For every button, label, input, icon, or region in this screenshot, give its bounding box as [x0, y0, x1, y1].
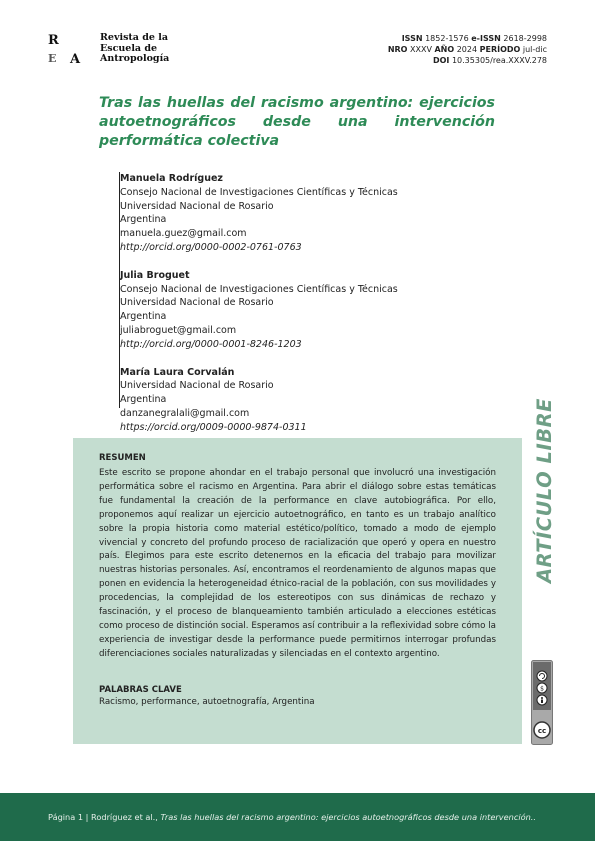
logo-letter-r: R: [48, 33, 59, 48]
issn-line: [388, 33, 547, 44]
footer-citation: [48, 812, 536, 822]
footer-prefix: Página 1 | Rodríguez et al.,: [48, 812, 161, 822]
keywords-heading: PALABRAS CLAVE: [99, 684, 182, 695]
author-block: [120, 172, 398, 255]
author-orcid-link[interactable]: http://orcid.org/0000-0001-8246-1203: [120, 338, 302, 350]
author-list: [120, 172, 398, 449]
journal-name-line: Revista de la: [100, 32, 169, 43]
abstract-box: [73, 438, 522, 744]
nro-value: XXXV: [410, 45, 432, 54]
journal-name: [100, 33, 169, 65]
issn-value: 1852-1576: [425, 34, 469, 43]
eissn-label: e-ISSN: [471, 34, 501, 43]
journal-logo: [48, 33, 188, 69]
page-footer: [0, 793, 595, 841]
author-orcid-link[interactable]: https://orcid.org/0009-0000-9874-0311: [120, 421, 307, 433]
footer-title: Tras las huellas del racismo argentino: ejercicios autoetnográficos desde una intervención..: [160, 812, 537, 822]
issue-line: [388, 44, 547, 55]
abstract-heading: RESUMEN: [99, 453, 146, 463]
author-country: Argentina: [120, 311, 167, 323]
logo-letter-e: E: [48, 52, 57, 65]
cc-by-nc-sa-icon[interactable]: [531, 660, 553, 745]
author-affiliation: Consejo Nacional de Investigaciones Científicas y Técnicas: [120, 283, 398, 295]
abstract-text: Este escrito se propone ahondar en el trabajo personal que involucró una investigación performática sobre el racismo en Argentina. Para abrir el diálogo sobre estas temáticas fue fundamental la creación de la performance en clave autobiográfica. Por ello, proponemos aquí realizar un ejercicio autoetnográfico, en tanto es un trabajo analítico sobre la propia historia como material estético/político, tomado a modo de ejemplo vivencial y concreto del profundo proceso de racialización que operó y opera en nuestro país. Elegimos para este escrito detenernos en la eficacia del trabajo para movilizar nuestras historias personales. Así, encontramos el reordenamiento de algunos mapas que ponen en evidencia la heterogeneidad étnico-racial de la población, con sus movilidades y procedencias, la complejidad de los estereotipos con sus dinámicas de rechazo y fascinación, y el proceso de blanqueamiento también articulado a elecciones estéticas como proceso de distinción social. Esperamos así contribuir a la reflexividad sobre cómo la experiencia de investigar desde la performance puede permitirnos interrogar profundas diferenciaciones sociales naturalizadas y silenciadas en el contexto argentino.: [99, 468, 496, 659]
author-affiliation: Universidad Nacional de Rosario: [120, 297, 274, 309]
journal-name-line: Escuela de: [100, 42, 158, 54]
author-list-rule: [119, 172, 120, 408]
svg-text:cc: cc: [537, 727, 547, 735]
author-country: Argentina: [120, 214, 167, 226]
doi-line: [388, 55, 547, 66]
issn-label: ISSN: [401, 34, 423, 43]
author-name: Manuela Rodríguez: [120, 173, 223, 184]
author-block: [120, 269, 398, 352]
keywords-text: Racismo, performance, autoetnografía, Argentina: [99, 696, 315, 707]
author-affiliation: Universidad Nacional de Rosario: [120, 380, 274, 392]
author-affiliation: Consejo Nacional de Investigaciones Científicas y Técnicas: [120, 186, 398, 198]
svg-text:$: $: [540, 685, 544, 693]
periodo-label: PERÍODO: [479, 45, 521, 54]
nro-label: NRO: [387, 45, 408, 54]
publication-meta: [388, 33, 547, 66]
author-orcid-link[interactable]: http://orcid.org/0000-0002-0761-0763: [120, 241, 302, 253]
author-name: Julia Broguet: [120, 269, 190, 281]
author-email[interactable]: danzanegralali@gmail.com: [120, 407, 250, 419]
doi-value[interactable]: 10.35305/rea.XXXV.278: [451, 56, 547, 65]
author-name: María Laura Corvalán: [120, 366, 235, 378]
logo-letter-a: A: [70, 52, 81, 67]
article-title: Tras las huellas del racismo argentino: ejercicios autoetnográficos desde una intervención performática colectiva: [99, 95, 495, 149]
doi-label: DOI: [432, 56, 450, 65]
eissn-value: 2618-2998: [503, 34, 547, 43]
author-email[interactable]: manuela.guez@gmail.com: [120, 228, 247, 240]
journal-name-line: Antropología: [100, 53, 170, 64]
author-block: [120, 366, 398, 435]
author-affiliation: Universidad Nacional de Rosario: [120, 200, 274, 212]
anio-value: 2024: [456, 45, 478, 54]
author-country: Argentina: [120, 394, 167, 406]
periodo-value: jul-dic: [522, 45, 547, 54]
author-email[interactable]: juliabroguet@gmail.com: [120, 324, 237, 336]
section-side-label: ARTÍCULO LIBRE: [533, 398, 556, 583]
anio-label: AÑO: [434, 45, 455, 54]
